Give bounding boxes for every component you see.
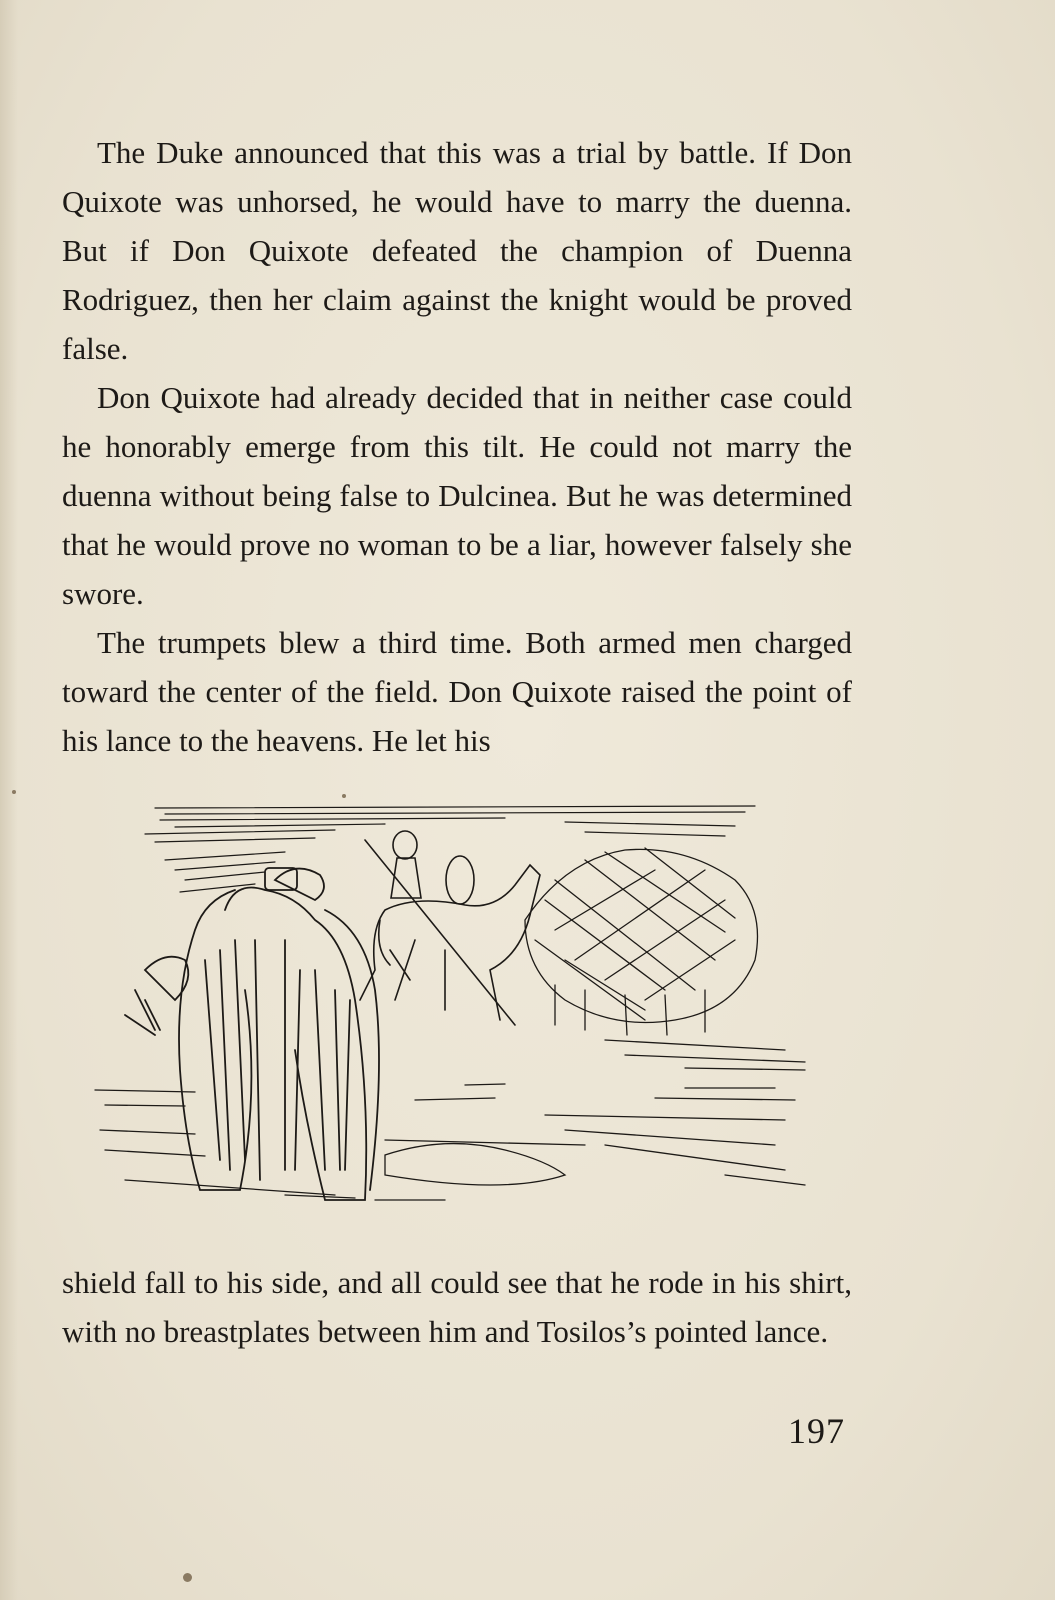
trees [525, 848, 758, 1035]
paper-speck [12, 790, 16, 794]
paper-speck [342, 794, 346, 798]
paragraph-4: shield fall to his side, and all could see that he rode in his shirt, with no breastplates between him and Tosilos’s pointed lance. [62, 1265, 852, 1349]
illustration-ink-drawing [85, 800, 825, 1230]
text-block-top [62, 128, 852, 765]
paper-speck [183, 1573, 192, 1582]
paragraph-3: The trumpets blew a third time. Both armed men charged toward the center of the field. Don Quixote raised the point of his lance to the heavens. He let his [62, 625, 852, 758]
sky-hatching [145, 806, 755, 892]
ground-hatching [95, 1040, 805, 1200]
text-block-bottom [62, 1258, 852, 1356]
knight-on-horseback [360, 831, 540, 1025]
page-number: 197 [788, 1411, 845, 1451]
gutter-shadow [0, 0, 18, 1600]
paragraph-1: The Duke announced that this was a trial by battle. If Don Quixote was unhorsed, he would have to marry the duenna. But if Don Quixote defeated the champion of Duenna Rodriguez, then her claim against the knight would be proved false. [62, 135, 852, 366]
foreground-figures [125, 868, 379, 1200]
paragraph-2: Don Quixote had already decided that in neither case could he honorably emerge from this tilt. He could not marry the duenna without being false to Dulcinea. But he was determined that he would prove no woman to be a liar, however falsely she swore. [62, 380, 852, 611]
